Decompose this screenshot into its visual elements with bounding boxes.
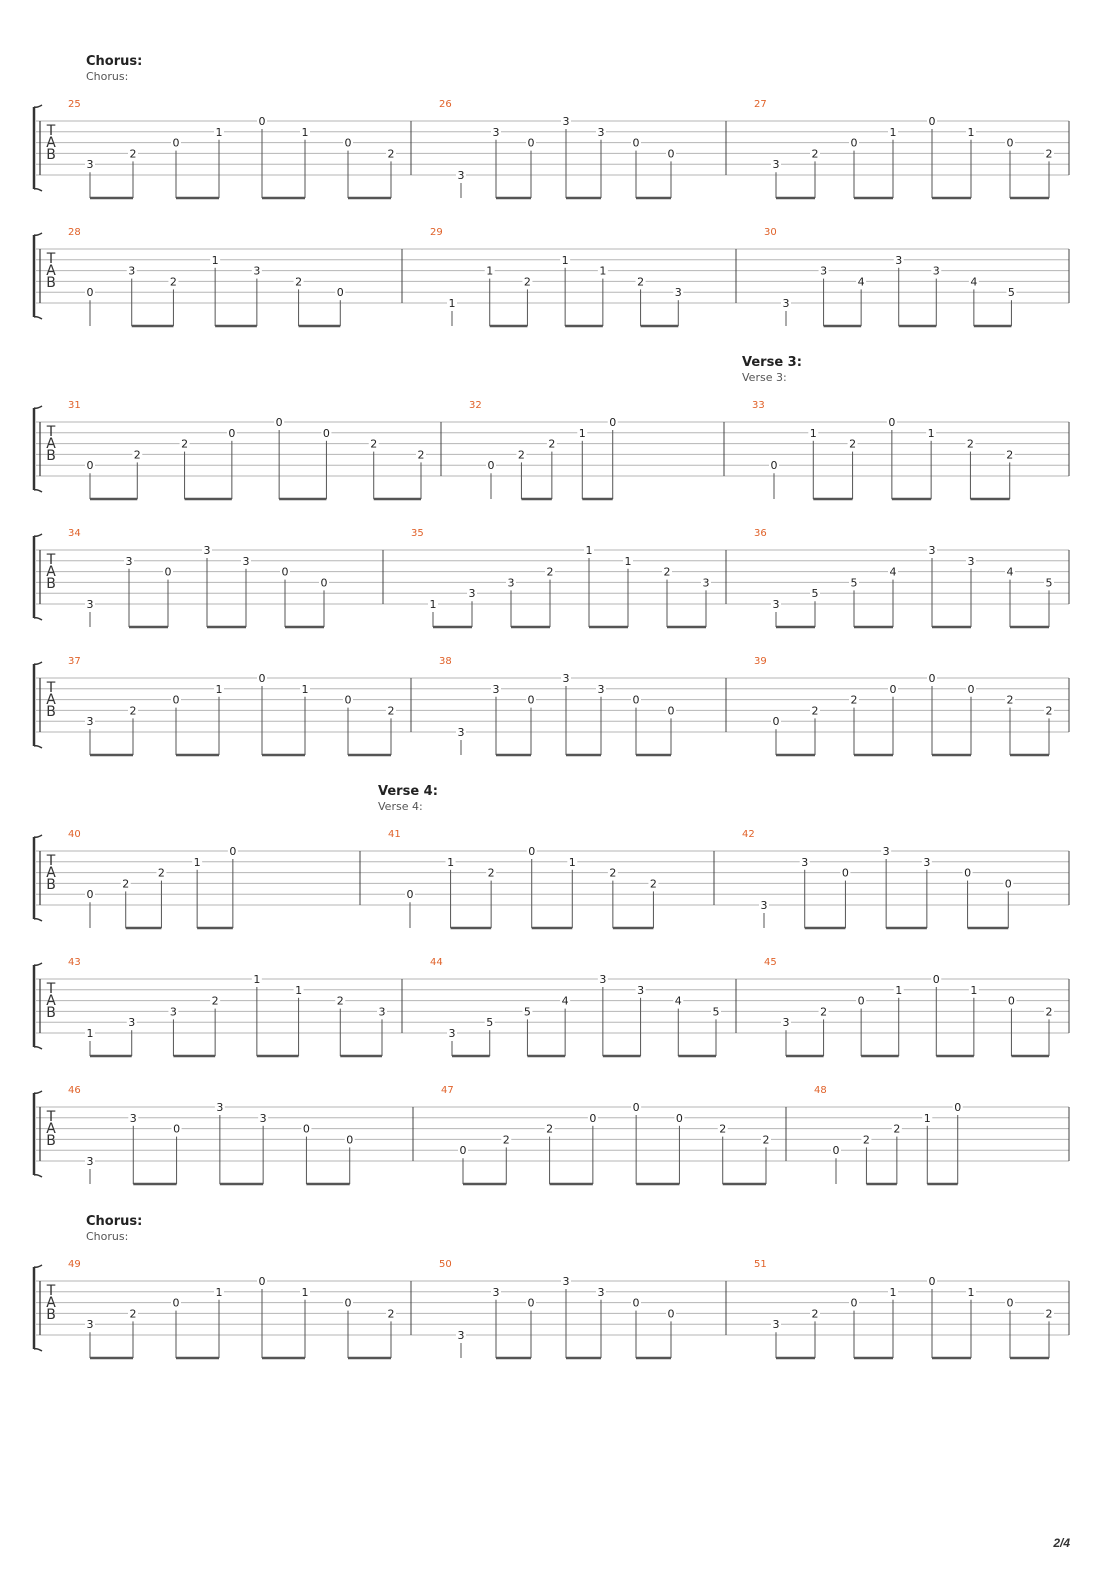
fret-number: 0 (850, 136, 858, 150)
fret-number: 5 (1045, 576, 1053, 590)
fret-number: 3 (772, 598, 780, 611)
fret-number: 0 (1006, 1296, 1014, 1310)
fret-number: 1 (967, 125, 975, 139)
fret-number: 0 (86, 286, 94, 300)
fret-number: 2 (850, 693, 858, 707)
measure-number: 43 (68, 957, 81, 968)
fret-number: 3 (86, 1155, 94, 1168)
fret-number: 3 (203, 544, 211, 557)
fret-number: 3 (597, 682, 605, 696)
fret-number: 2 (649, 877, 657, 891)
fret-number: 2 (387, 1307, 395, 1321)
fret-number: 5 (811, 587, 819, 601)
fret-number: 2 (181, 437, 189, 451)
fret-number: 3 (492, 125, 500, 139)
fret-number: 5 (523, 1005, 531, 1019)
fret-number: 0 (1004, 877, 1012, 891)
fret-number: 2 (336, 994, 344, 1008)
fret-number: 3 (772, 158, 780, 172)
tab-system (34, 227, 1069, 326)
section-subtitle: Chorus: (86, 1230, 129, 1243)
section-title: Chorus: (86, 1214, 143, 1229)
bracket-bottom-hook (34, 919, 42, 921)
fret-number: 0 (527, 1296, 535, 1310)
fret-number: 1 (889, 1285, 897, 1299)
tab-clef-letter: B (46, 704, 56, 720)
measure-number: 27 (754, 99, 767, 110)
fret-number: 3 (597, 125, 605, 139)
fret-number: 3 (125, 554, 133, 568)
tab-clef-letter: A (46, 263, 56, 279)
fret-number: 0 (344, 136, 352, 150)
fret-number: 5 (850, 576, 858, 590)
tab-clef-letter: T (46, 680, 56, 696)
fret-number: 2 (966, 437, 974, 451)
fret-number: 2 (546, 1122, 554, 1136)
measure-number: 31 (68, 400, 81, 411)
fret-number: 0 (258, 672, 266, 685)
fret-number: 3 (492, 682, 500, 696)
fret-number: 2 (1006, 448, 1014, 462)
bracket-top-hook (34, 105, 42, 107)
fret-number: 1 (568, 855, 576, 869)
fret-number: 2 (157, 866, 165, 880)
fret-number: 1 (967, 1285, 975, 1299)
fret-number: 0 (667, 704, 675, 718)
fret-number: 3 (772, 1318, 780, 1332)
fret-number: 0 (346, 1133, 354, 1147)
page-number: 2/4 (1053, 1536, 1070, 1550)
measure-number: 44 (430, 957, 443, 968)
fret-number: 0 (173, 1122, 181, 1136)
fret-number: 3 (468, 587, 476, 601)
measure-number: 50 (439, 1259, 452, 1270)
tab-clef-letter: B (46, 877, 56, 893)
fret-number: 4 (674, 994, 682, 1008)
fret-number: 1 (578, 426, 586, 440)
measure-number: 35 (411, 528, 424, 539)
fret-number: 1 (889, 125, 897, 139)
fret-number: 1 (215, 1285, 223, 1299)
fret-number: 3 (637, 983, 645, 997)
fret-number: 2 (546, 565, 554, 579)
fret-number: 0 (344, 1296, 352, 1310)
fret-number: 1 (295, 983, 303, 997)
fret-number: 0 (832, 1144, 840, 1158)
fret-number: 1 (215, 682, 223, 696)
measure-number: 42 (742, 829, 755, 840)
fret-number: 0 (632, 1296, 640, 1310)
fret-number: 0 (406, 888, 414, 902)
fret-number: 3 (932, 264, 940, 278)
fret-number: 2 (502, 1133, 510, 1147)
fret-number: 2 (129, 147, 137, 161)
fret-number: 2 (862, 1133, 870, 1147)
measure-number: 38 (439, 656, 452, 667)
fret-number: 0 (928, 115, 936, 128)
fret-number: 1 (301, 125, 309, 139)
bracket-bottom-hook (34, 746, 42, 748)
fret-number: 3 (128, 264, 136, 278)
fret-number: 3 (782, 1016, 790, 1030)
bracket-bottom-hook (34, 1175, 42, 1177)
section-title: Verse 4: (378, 784, 438, 799)
fret-number: 2 (133, 448, 141, 462)
tab-system (34, 528, 1069, 627)
measure-number: 34 (68, 528, 81, 539)
fret-number: 0 (322, 426, 330, 440)
fret-number: 0 (667, 147, 675, 161)
fret-number: 2 (387, 704, 395, 718)
fret-number: 1 (86, 1027, 94, 1040)
fret-number: 3 (86, 158, 94, 172)
fret-number: 2 (169, 275, 177, 289)
fret-number: 0 (857, 994, 865, 1008)
measure-number: 26 (439, 99, 452, 110)
fret-number: 0 (772, 715, 780, 729)
fret-number: 0 (632, 136, 640, 150)
fret-number: 0 (172, 693, 180, 707)
fret-number: 1 (193, 855, 201, 869)
fret-number: 0 (228, 426, 236, 440)
fret-number: 2 (811, 147, 819, 161)
tab-system (34, 1259, 1069, 1358)
measure-number: 51 (754, 1259, 767, 1270)
fret-number: 1 (215, 125, 223, 139)
fret-number: 3 (562, 672, 570, 685)
fret-number: 0 (964, 866, 972, 880)
fret-number: 3 (492, 1285, 500, 1299)
fret-number: 1 (895, 983, 903, 997)
bracket-top-hook (34, 1091, 42, 1093)
fret-number: 2 (523, 275, 531, 289)
bracket-top-hook (34, 233, 42, 235)
fret-number: 0 (967, 682, 975, 696)
fret-number: 3 (169, 1005, 177, 1019)
fret-number: 2 (811, 1307, 819, 1321)
fret-number: 2 (517, 448, 525, 462)
bracket-top-hook (34, 534, 42, 536)
tab-system (34, 400, 1069, 499)
fret-number: 2 (609, 866, 617, 880)
fret-number: 0 (487, 459, 495, 473)
tab-clef-letter: T (46, 251, 56, 267)
section-subtitle: Verse 4: (378, 800, 423, 813)
tab-clef-letter: T (46, 853, 56, 869)
fret-number: 2 (893, 1122, 901, 1136)
tab-system (34, 957, 1069, 1056)
fret-number: 3 (820, 264, 828, 278)
fret-number: 0 (675, 1111, 683, 1125)
fret-number: 1 (585, 544, 593, 557)
fret-number: 3 (129, 1111, 137, 1125)
bracket-bottom-hook (34, 317, 42, 319)
fret-number: 3 (702, 576, 710, 590)
fret-number: 2 (1045, 704, 1053, 718)
fret-number: 0 (1007, 994, 1015, 1008)
tab-system (34, 99, 1069, 198)
fret-number: 2 (1045, 147, 1053, 161)
tab-clef-letter: A (46, 865, 56, 881)
bracket-bottom-hook (34, 618, 42, 620)
fret-number: 0 (459, 1144, 467, 1158)
fret-number: 2 (211, 994, 219, 1008)
fret-number: 1 (923, 1111, 931, 1125)
fret-number: 2 (295, 275, 303, 289)
fret-number: 0 (258, 115, 266, 128)
tab-clef-letter: B (46, 275, 56, 291)
measure-number: 25 (68, 99, 81, 110)
measure-number: 33 (752, 400, 765, 411)
fret-number: 0 (850, 1296, 858, 1310)
fret-number: 2 (548, 437, 556, 451)
tab-clef-letter: T (46, 1283, 56, 1299)
fret-number: 1 (301, 1285, 309, 1299)
tab-clef-letter: B (46, 1307, 56, 1323)
fret-number: 4 (857, 275, 865, 289)
measure-number: 36 (754, 528, 767, 539)
fret-number: 2 (637, 275, 645, 289)
bracket-top-hook (34, 835, 42, 837)
fret-number: 0 (928, 1275, 936, 1288)
fret-number: 3 (457, 726, 465, 739)
fret-number: 2 (762, 1133, 770, 1147)
fret-number: 2 (1045, 1005, 1053, 1019)
fret-number: 0 (229, 845, 237, 858)
tab-clef-letter: A (46, 564, 56, 580)
fret-number: 2 (417, 448, 425, 462)
fret-number: 1 (429, 598, 437, 611)
section-subtitle: Chorus: (86, 70, 129, 83)
fret-number: 0 (302, 1122, 310, 1136)
measure-number: 37 (68, 656, 81, 667)
fret-number: 3 (242, 554, 250, 568)
fret-number: 0 (932, 973, 940, 986)
fret-number: 3 (895, 253, 903, 267)
tab-clef-letter: T (46, 552, 56, 568)
tab-system (34, 829, 1069, 928)
fret-number: 0 (86, 459, 94, 473)
fret-number: 2 (122, 877, 130, 891)
fret-number: 2 (129, 1307, 137, 1321)
fret-number: 4 (561, 994, 569, 1008)
tab-clef-letter: A (46, 436, 56, 452)
fret-number: 0 (1006, 136, 1014, 150)
fret-number: 0 (632, 1101, 640, 1114)
tab-clef-letter: B (46, 147, 56, 163)
tab-clef-letter: T (46, 424, 56, 440)
measure-number: 30 (764, 227, 777, 238)
fret-number: 1 (927, 426, 935, 440)
fret-number: 1 (448, 297, 456, 310)
section-subtitle: Verse 3: (742, 371, 787, 384)
measure-number: 48 (814, 1085, 827, 1096)
bracket-bottom-hook (34, 490, 42, 492)
fret-number: 3 (928, 544, 936, 557)
measure-number: 46 (68, 1085, 81, 1096)
tab-clef-letter: A (46, 993, 56, 1009)
fret-number: 3 (782, 297, 790, 310)
fret-number: 0 (86, 888, 94, 902)
fret-number: 0 (172, 136, 180, 150)
fret-number: 3 (967, 554, 975, 568)
fret-number: 3 (457, 169, 465, 182)
fret-number: 0 (889, 682, 897, 696)
fret-number: 0 (928, 672, 936, 685)
fret-number: 3 (448, 1027, 456, 1040)
measure-number: 28 (68, 227, 81, 238)
tab-clef-letter: B (46, 576, 56, 592)
fret-number: 5 (1007, 286, 1015, 300)
fret-number: 0 (888, 416, 896, 429)
fret-number: 2 (849, 437, 857, 451)
fret-number: 2 (387, 147, 395, 161)
fret-number: 0 (275, 416, 283, 429)
fret-number: 3 (216, 1101, 224, 1114)
measure-number: 40 (68, 829, 81, 840)
fret-number: 2 (811, 704, 819, 718)
fret-number: 0 (164, 565, 172, 579)
bracket-top-hook (34, 406, 42, 408)
fret-number: 0 (589, 1111, 597, 1125)
fret-number: 5 (486, 1016, 494, 1030)
tab-clef-letter: A (46, 1295, 56, 1311)
fret-number: 2 (663, 565, 671, 579)
fret-number: 3 (128, 1016, 136, 1030)
fret-number: 0 (527, 136, 535, 150)
fret-number: 2 (129, 704, 137, 718)
fret-number: 3 (760, 899, 768, 912)
tab-clef-letter: A (46, 692, 56, 708)
fret-number: 2 (1006, 693, 1014, 707)
bracket-top-hook (34, 963, 42, 965)
fret-number: 0 (336, 286, 344, 300)
fret-number: 0 (841, 866, 849, 880)
fret-number: 2 (820, 1005, 828, 1019)
section-title: Verse 3: (742, 355, 802, 370)
fret-number: 3 (86, 1318, 94, 1332)
fret-number: 3 (86, 598, 94, 611)
fret-number: 1 (211, 253, 219, 267)
fret-number: 3 (599, 973, 607, 986)
tab-clef-letter: A (46, 1121, 56, 1137)
fret-number: 3 (86, 715, 94, 729)
fret-number: 0 (527, 693, 535, 707)
measure-number: 32 (469, 400, 482, 411)
measure-number: 29 (430, 227, 443, 238)
fret-number: 0 (667, 1307, 675, 1321)
tab-clef-letter: B (46, 1133, 56, 1149)
fret-number: 0 (172, 1296, 180, 1310)
tab-clef-letter: T (46, 1109, 56, 1125)
tab-clef-letter: T (46, 981, 56, 997)
tab-system (34, 656, 1069, 755)
fret-number: 3 (378, 1005, 386, 1019)
tab-clef-letter: B (46, 1005, 56, 1021)
fret-number: 0 (770, 459, 778, 473)
bracket-top-hook (34, 1265, 42, 1267)
fret-number: 0 (344, 693, 352, 707)
fret-number: 3 (801, 855, 809, 869)
fret-number: 3 (507, 576, 515, 590)
fret-number: 2 (1045, 1307, 1053, 1321)
fret-number: 0 (528, 845, 536, 858)
fret-number: 1 (301, 682, 309, 696)
fret-number: 1 (970, 983, 978, 997)
fret-number: 4 (970, 275, 978, 289)
fret-number: 0 (632, 693, 640, 707)
measure-number: 45 (764, 957, 777, 968)
fret-number: 1 (253, 973, 261, 986)
tab-system (34, 1085, 1069, 1184)
tab-clef-letter: A (46, 135, 56, 151)
bracket-bottom-hook (34, 189, 42, 191)
fret-number: 1 (624, 554, 632, 568)
tab-clef-letter: T (46, 123, 56, 139)
fret-number: 5 (712, 1005, 720, 1019)
fret-number: 1 (561, 253, 569, 267)
fret-number: 0 (258, 1275, 266, 1288)
tab-clef-letter: B (46, 448, 56, 464)
measure-number: 39 (754, 656, 767, 667)
fret-number: 3 (597, 1285, 605, 1299)
fret-number: 1 (447, 855, 455, 869)
bracket-top-hook (34, 662, 42, 664)
fret-number: 3 (923, 855, 931, 869)
fret-number: 1 (486, 264, 494, 278)
measure-number: 49 (68, 1259, 81, 1270)
fret-number: 4 (889, 565, 897, 579)
fret-number: 2 (719, 1122, 727, 1136)
bracket-bottom-hook (34, 1047, 42, 1049)
fret-number: 2 (370, 437, 378, 451)
fret-number: 0 (281, 565, 289, 579)
fret-number: 3 (253, 264, 261, 278)
fret-number: 1 (599, 264, 607, 278)
fret-number: 3 (882, 845, 890, 858)
measure-number: 47 (441, 1085, 454, 1096)
fret-number: 1 (809, 426, 817, 440)
fret-number: 3 (562, 115, 570, 128)
bracket-bottom-hook (34, 1349, 42, 1351)
fret-number: 3 (259, 1111, 267, 1125)
fret-number: 3 (562, 1275, 570, 1288)
fret-number: 4 (1006, 565, 1014, 579)
measure-number: 41 (388, 829, 401, 840)
section-title: Chorus: (86, 54, 143, 69)
fret-number: 3 (674, 286, 682, 300)
fret-number: 3 (457, 1329, 465, 1342)
fret-number: 0 (609, 416, 617, 429)
fret-number: 0 (320, 576, 328, 590)
fret-number: 2 (487, 866, 495, 880)
fret-number: 0 (954, 1101, 962, 1114)
